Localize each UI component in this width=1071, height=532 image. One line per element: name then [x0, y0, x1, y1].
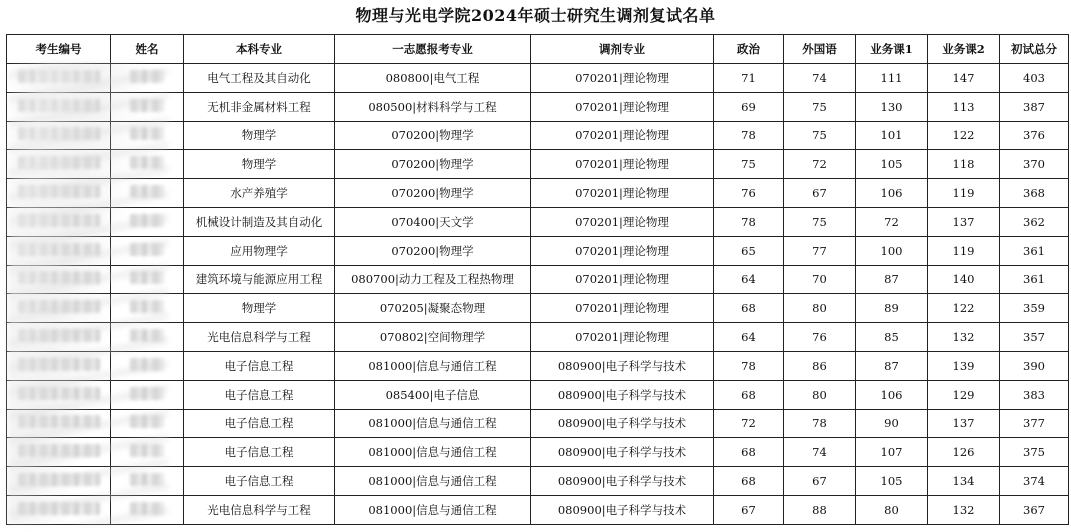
cell-name-redacted	[111, 351, 184, 380]
column-header-exam-id: 考生编号	[7, 35, 111, 64]
cell-first-choice: 081000|信息与通信工程	[335, 495, 531, 524]
cell-course-2: 119	[928, 179, 1000, 208]
table-row	[7, 380, 1069, 409]
cell-transfer-major: 070201|理论物理	[531, 121, 714, 150]
table-row	[7, 351, 1069, 380]
column-header-course-2: 业务课2	[928, 35, 1000, 64]
table-row	[7, 121, 1069, 150]
cell-course-1: 106	[856, 179, 928, 208]
redacted-exam-id	[18, 70, 100, 83]
cell-first-choice: 080800|电气工程	[335, 64, 531, 93]
cell-total-score: 403	[1000, 64, 1069, 93]
redacted-name	[130, 243, 164, 256]
cell-undergrad-major: 电子信息工程	[184, 438, 335, 467]
redacted-exam-id	[18, 329, 100, 342]
cell-undergrad-major: 电子信息工程	[184, 467, 335, 496]
table-row	[7, 179, 1069, 208]
redacted-name	[130, 214, 164, 227]
table-row	[7, 64, 1069, 93]
cell-course-1: 111	[856, 64, 928, 93]
cell-course-1: 89	[856, 294, 928, 323]
redacted-exam-id	[18, 99, 100, 112]
cell-transfer-major: 070201|理论物理	[531, 179, 714, 208]
cell-total-score: 375	[1000, 438, 1069, 467]
cell-first-choice: 081000|信息与通信工程	[335, 351, 531, 380]
cell-undergrad-major: 物理学	[184, 121, 335, 150]
cell-foreign-language: 76	[784, 323, 856, 352]
cell-total-score: 374	[1000, 467, 1069, 496]
cell-politics: 68	[714, 467, 784, 496]
cell-transfer-major: 080900|电子科学与技术	[531, 467, 714, 496]
cell-politics: 64	[714, 265, 784, 294]
cell-politics: 75	[714, 150, 784, 179]
cell-politics: 65	[714, 236, 784, 265]
redacted-exam-id	[18, 387, 100, 400]
cell-exam-id-redacted	[7, 121, 111, 150]
cell-total-score: 390	[1000, 351, 1069, 380]
cell-foreign-language: 67	[784, 179, 856, 208]
cell-name-redacted	[111, 409, 184, 438]
cell-exam-id-redacted	[7, 265, 111, 294]
cell-foreign-language: 70	[784, 265, 856, 294]
cell-foreign-language: 77	[784, 236, 856, 265]
cell-foreign-language: 72	[784, 150, 856, 179]
cell-course-1: 80	[856, 495, 928, 524]
cell-politics: 68	[714, 380, 784, 409]
cell-total-score: 387	[1000, 92, 1069, 121]
cell-course-2: 132	[928, 323, 1000, 352]
cell-undergrad-major: 机械设计制造及其自动化	[184, 207, 335, 236]
cell-undergrad-major: 光电信息科学与工程	[184, 323, 335, 352]
table-row	[7, 409, 1069, 438]
cell-politics: 71	[714, 64, 784, 93]
cell-course-2: 122	[928, 121, 1000, 150]
cell-first-choice: 081000|信息与通信工程	[335, 438, 531, 467]
cell-exam-id-redacted	[7, 409, 111, 438]
cell-politics: 76	[714, 179, 784, 208]
cell-first-choice: 070802|空间物理学	[335, 323, 531, 352]
cell-exam-id-redacted	[7, 92, 111, 121]
cell-total-score: 362	[1000, 207, 1069, 236]
cell-undergrad-major: 物理学	[184, 150, 335, 179]
cell-politics: 78	[714, 351, 784, 380]
cell-exam-id-redacted	[7, 236, 111, 265]
cell-total-score: 361	[1000, 236, 1069, 265]
table-row	[7, 265, 1069, 294]
cell-course-2: 137	[928, 409, 1000, 438]
cell-course-2: 137	[928, 207, 1000, 236]
cell-name-redacted	[111, 294, 184, 323]
cell-name-redacted	[111, 438, 184, 467]
cell-exam-id-redacted	[7, 179, 111, 208]
document-title: 物理与光电学院2024年硕士研究生调剂复试名单	[355, 6, 716, 25]
cell-name-redacted	[111, 467, 184, 496]
cell-total-score: 357	[1000, 323, 1069, 352]
cell-exam-id-redacted	[7, 495, 111, 524]
redacted-exam-id	[18, 127, 100, 140]
redacted-exam-id	[18, 214, 100, 227]
cell-foreign-language: 75	[784, 121, 856, 150]
column-header-politics: 政治	[714, 35, 784, 64]
cell-course-1: 90	[856, 409, 928, 438]
cell-total-score: 377	[1000, 409, 1069, 438]
redacted-name	[130, 185, 164, 198]
table-body	[7, 64, 1069, 525]
table-row	[7, 323, 1069, 352]
redacted-exam-id	[18, 415, 100, 428]
redacted-name	[130, 300, 164, 313]
cell-course-1: 85	[856, 323, 928, 352]
cell-name-redacted	[111, 150, 184, 179]
cell-exam-id-redacted	[7, 294, 111, 323]
admission-table	[6, 34, 1069, 525]
cell-course-2: 129	[928, 380, 1000, 409]
column-header-first-choice: 一志愿报考专业	[335, 35, 531, 64]
column-header-course-1: 业务课1	[856, 35, 928, 64]
cell-exam-id-redacted	[7, 438, 111, 467]
cell-course-2: 126	[928, 438, 1000, 467]
column-header-name: 姓名	[111, 35, 184, 64]
table-row	[7, 438, 1069, 467]
cell-foreign-language: 74	[784, 438, 856, 467]
cell-first-choice: 070200|物理学	[335, 121, 531, 150]
cell-transfer-major: 080900|电子科学与技术	[531, 409, 714, 438]
cell-undergrad-major: 水产养殖学	[184, 179, 335, 208]
cell-foreign-language: 88	[784, 495, 856, 524]
cell-undergrad-major: 应用物理学	[184, 236, 335, 265]
cell-politics: 78	[714, 207, 784, 236]
cell-politics: 68	[714, 438, 784, 467]
cell-total-score: 376	[1000, 121, 1069, 150]
cell-exam-id-redacted	[7, 380, 111, 409]
redacted-name	[130, 156, 164, 169]
cell-undergrad-major: 电子信息工程	[184, 409, 335, 438]
cell-first-choice: 070400|天文学	[335, 207, 531, 236]
cell-undergrad-major: 无机非金属材料工程	[184, 92, 335, 121]
cell-total-score: 383	[1000, 380, 1069, 409]
cell-name-redacted	[111, 121, 184, 150]
cell-first-choice: 085400|电子信息	[335, 380, 531, 409]
table-row	[7, 467, 1069, 496]
column-header-transfer-major: 调剂专业	[531, 35, 714, 64]
cell-first-choice: 081000|信息与通信工程	[335, 467, 531, 496]
redacted-name	[130, 358, 164, 371]
cell-foreign-language: 74	[784, 64, 856, 93]
cell-transfer-major: 070201|理论物理	[531, 323, 714, 352]
redacted-exam-id	[18, 156, 100, 169]
cell-total-score: 368	[1000, 179, 1069, 208]
redacted-name	[130, 70, 164, 83]
redacted-name	[130, 502, 164, 515]
cell-politics: 68	[714, 294, 784, 323]
cell-foreign-language: 80	[784, 380, 856, 409]
redacted-exam-id	[18, 271, 100, 284]
cell-course-2: 139	[928, 351, 1000, 380]
cell-foreign-language: 86	[784, 351, 856, 380]
cell-total-score: 359	[1000, 294, 1069, 323]
cell-politics: 69	[714, 92, 784, 121]
cell-exam-id-redacted	[7, 150, 111, 179]
cell-transfer-major: 080900|电子科学与技术	[531, 380, 714, 409]
table-header	[7, 35, 1069, 64]
cell-total-score: 367	[1000, 495, 1069, 524]
cell-course-1: 101	[856, 121, 928, 150]
column-header-foreign-language: 外国语	[784, 35, 856, 64]
column-header-undergrad-major: 本科专业	[184, 35, 335, 64]
redacted-name	[130, 127, 164, 140]
cell-undergrad-major: 物理学	[184, 294, 335, 323]
cell-course-1: 130	[856, 92, 928, 121]
cell-name-redacted	[111, 495, 184, 524]
header-row	[7, 35, 1069, 64]
cell-transfer-major: 080900|电子科学与技术	[531, 438, 714, 467]
table-row	[7, 92, 1069, 121]
cell-first-choice: 080500|材料科学与工程	[335, 92, 531, 121]
cell-exam-id-redacted	[7, 64, 111, 93]
cell-total-score: 361	[1000, 265, 1069, 294]
redacted-exam-id	[18, 473, 100, 486]
redacted-name	[130, 99, 164, 112]
cell-name-redacted	[111, 92, 184, 121]
redacted-name	[130, 473, 164, 486]
cell-first-choice: 081000|信息与通信工程	[335, 409, 531, 438]
cell-name-redacted	[111, 265, 184, 294]
cell-course-2: 119	[928, 236, 1000, 265]
redacted-exam-id	[18, 185, 100, 198]
redacted-exam-id	[18, 300, 100, 313]
cell-course-1: 87	[856, 265, 928, 294]
redacted-name	[130, 444, 164, 457]
cell-foreign-language: 67	[784, 467, 856, 496]
table-row	[7, 150, 1069, 179]
cell-exam-id-redacted	[7, 323, 111, 352]
cell-first-choice: 070200|物理学	[335, 179, 531, 208]
cell-exam-id-redacted	[7, 467, 111, 496]
redacted-name	[130, 329, 164, 342]
redacted-exam-id	[18, 243, 100, 256]
cell-undergrad-major: 光电信息科学与工程	[184, 495, 335, 524]
cell-course-1: 107	[856, 438, 928, 467]
cell-transfer-major: 070201|理论物理	[531, 294, 714, 323]
redacted-exam-id	[18, 502, 100, 515]
cell-politics: 72	[714, 409, 784, 438]
redacted-name	[130, 271, 164, 284]
cell-politics: 64	[714, 323, 784, 352]
cell-first-choice: 080700|动力工程及工程热物理	[335, 265, 531, 294]
cell-course-2: 122	[928, 294, 1000, 323]
cell-first-choice: 070205|凝聚态物理	[335, 294, 531, 323]
cell-transfer-major: 070201|理论物理	[531, 64, 714, 93]
cell-name-redacted	[111, 236, 184, 265]
table-row	[7, 294, 1069, 323]
cell-undergrad-major: 电气工程及其自动化	[184, 64, 335, 93]
cell-transfer-major: 070201|理论物理	[531, 236, 714, 265]
cell-name-redacted	[111, 179, 184, 208]
cell-foreign-language: 75	[784, 207, 856, 236]
cell-politics: 67	[714, 495, 784, 524]
cell-course-2: 140	[928, 265, 1000, 294]
cell-course-1: 72	[856, 207, 928, 236]
cell-name-redacted	[111, 380, 184, 409]
cell-politics: 78	[714, 121, 784, 150]
table-row	[7, 495, 1069, 524]
cell-name-redacted	[111, 207, 184, 236]
column-header-total-score: 初试总分	[1000, 35, 1069, 64]
redacted-exam-id	[18, 358, 100, 371]
cell-course-2: 118	[928, 150, 1000, 179]
cell-undergrad-major: 电子信息工程	[184, 351, 335, 380]
cell-course-2: 113	[928, 92, 1000, 121]
cell-foreign-language: 78	[784, 409, 856, 438]
cell-first-choice: 070200|物理学	[335, 236, 531, 265]
cell-undergrad-major: 建筑环境与能源应用工程	[184, 265, 335, 294]
cell-exam-id-redacted	[7, 351, 111, 380]
cell-course-1: 100	[856, 236, 928, 265]
cell-first-choice: 070200|物理学	[335, 150, 531, 179]
cell-foreign-language: 80	[784, 294, 856, 323]
cell-transfer-major: 080900|电子科学与技术	[531, 351, 714, 380]
cell-transfer-major: 070201|理论物理	[531, 92, 714, 121]
cell-exam-id-redacted	[7, 207, 111, 236]
table-row	[7, 207, 1069, 236]
cell-total-score: 370	[1000, 150, 1069, 179]
cell-foreign-language: 75	[784, 92, 856, 121]
cell-undergrad-major: 电子信息工程	[184, 380, 335, 409]
cell-transfer-major: 070201|理论物理	[531, 150, 714, 179]
cell-course-2: 147	[928, 64, 1000, 93]
cell-transfer-major: 080900|电子科学与技术	[531, 495, 714, 524]
redacted-name	[130, 415, 164, 428]
cell-course-1: 106	[856, 380, 928, 409]
cell-transfer-major: 070201|理论物理	[531, 265, 714, 294]
cell-transfer-major: 070201|理论物理	[531, 207, 714, 236]
cell-course-1: 87	[856, 351, 928, 380]
cell-name-redacted	[111, 64, 184, 93]
table-row	[7, 236, 1069, 265]
cell-course-2: 134	[928, 467, 1000, 496]
cell-course-1: 105	[856, 467, 928, 496]
cell-course-2: 132	[928, 495, 1000, 524]
cell-course-1: 105	[856, 150, 928, 179]
redacted-exam-id	[18, 444, 100, 457]
cell-name-redacted	[111, 323, 184, 352]
redacted-name	[130, 387, 164, 400]
